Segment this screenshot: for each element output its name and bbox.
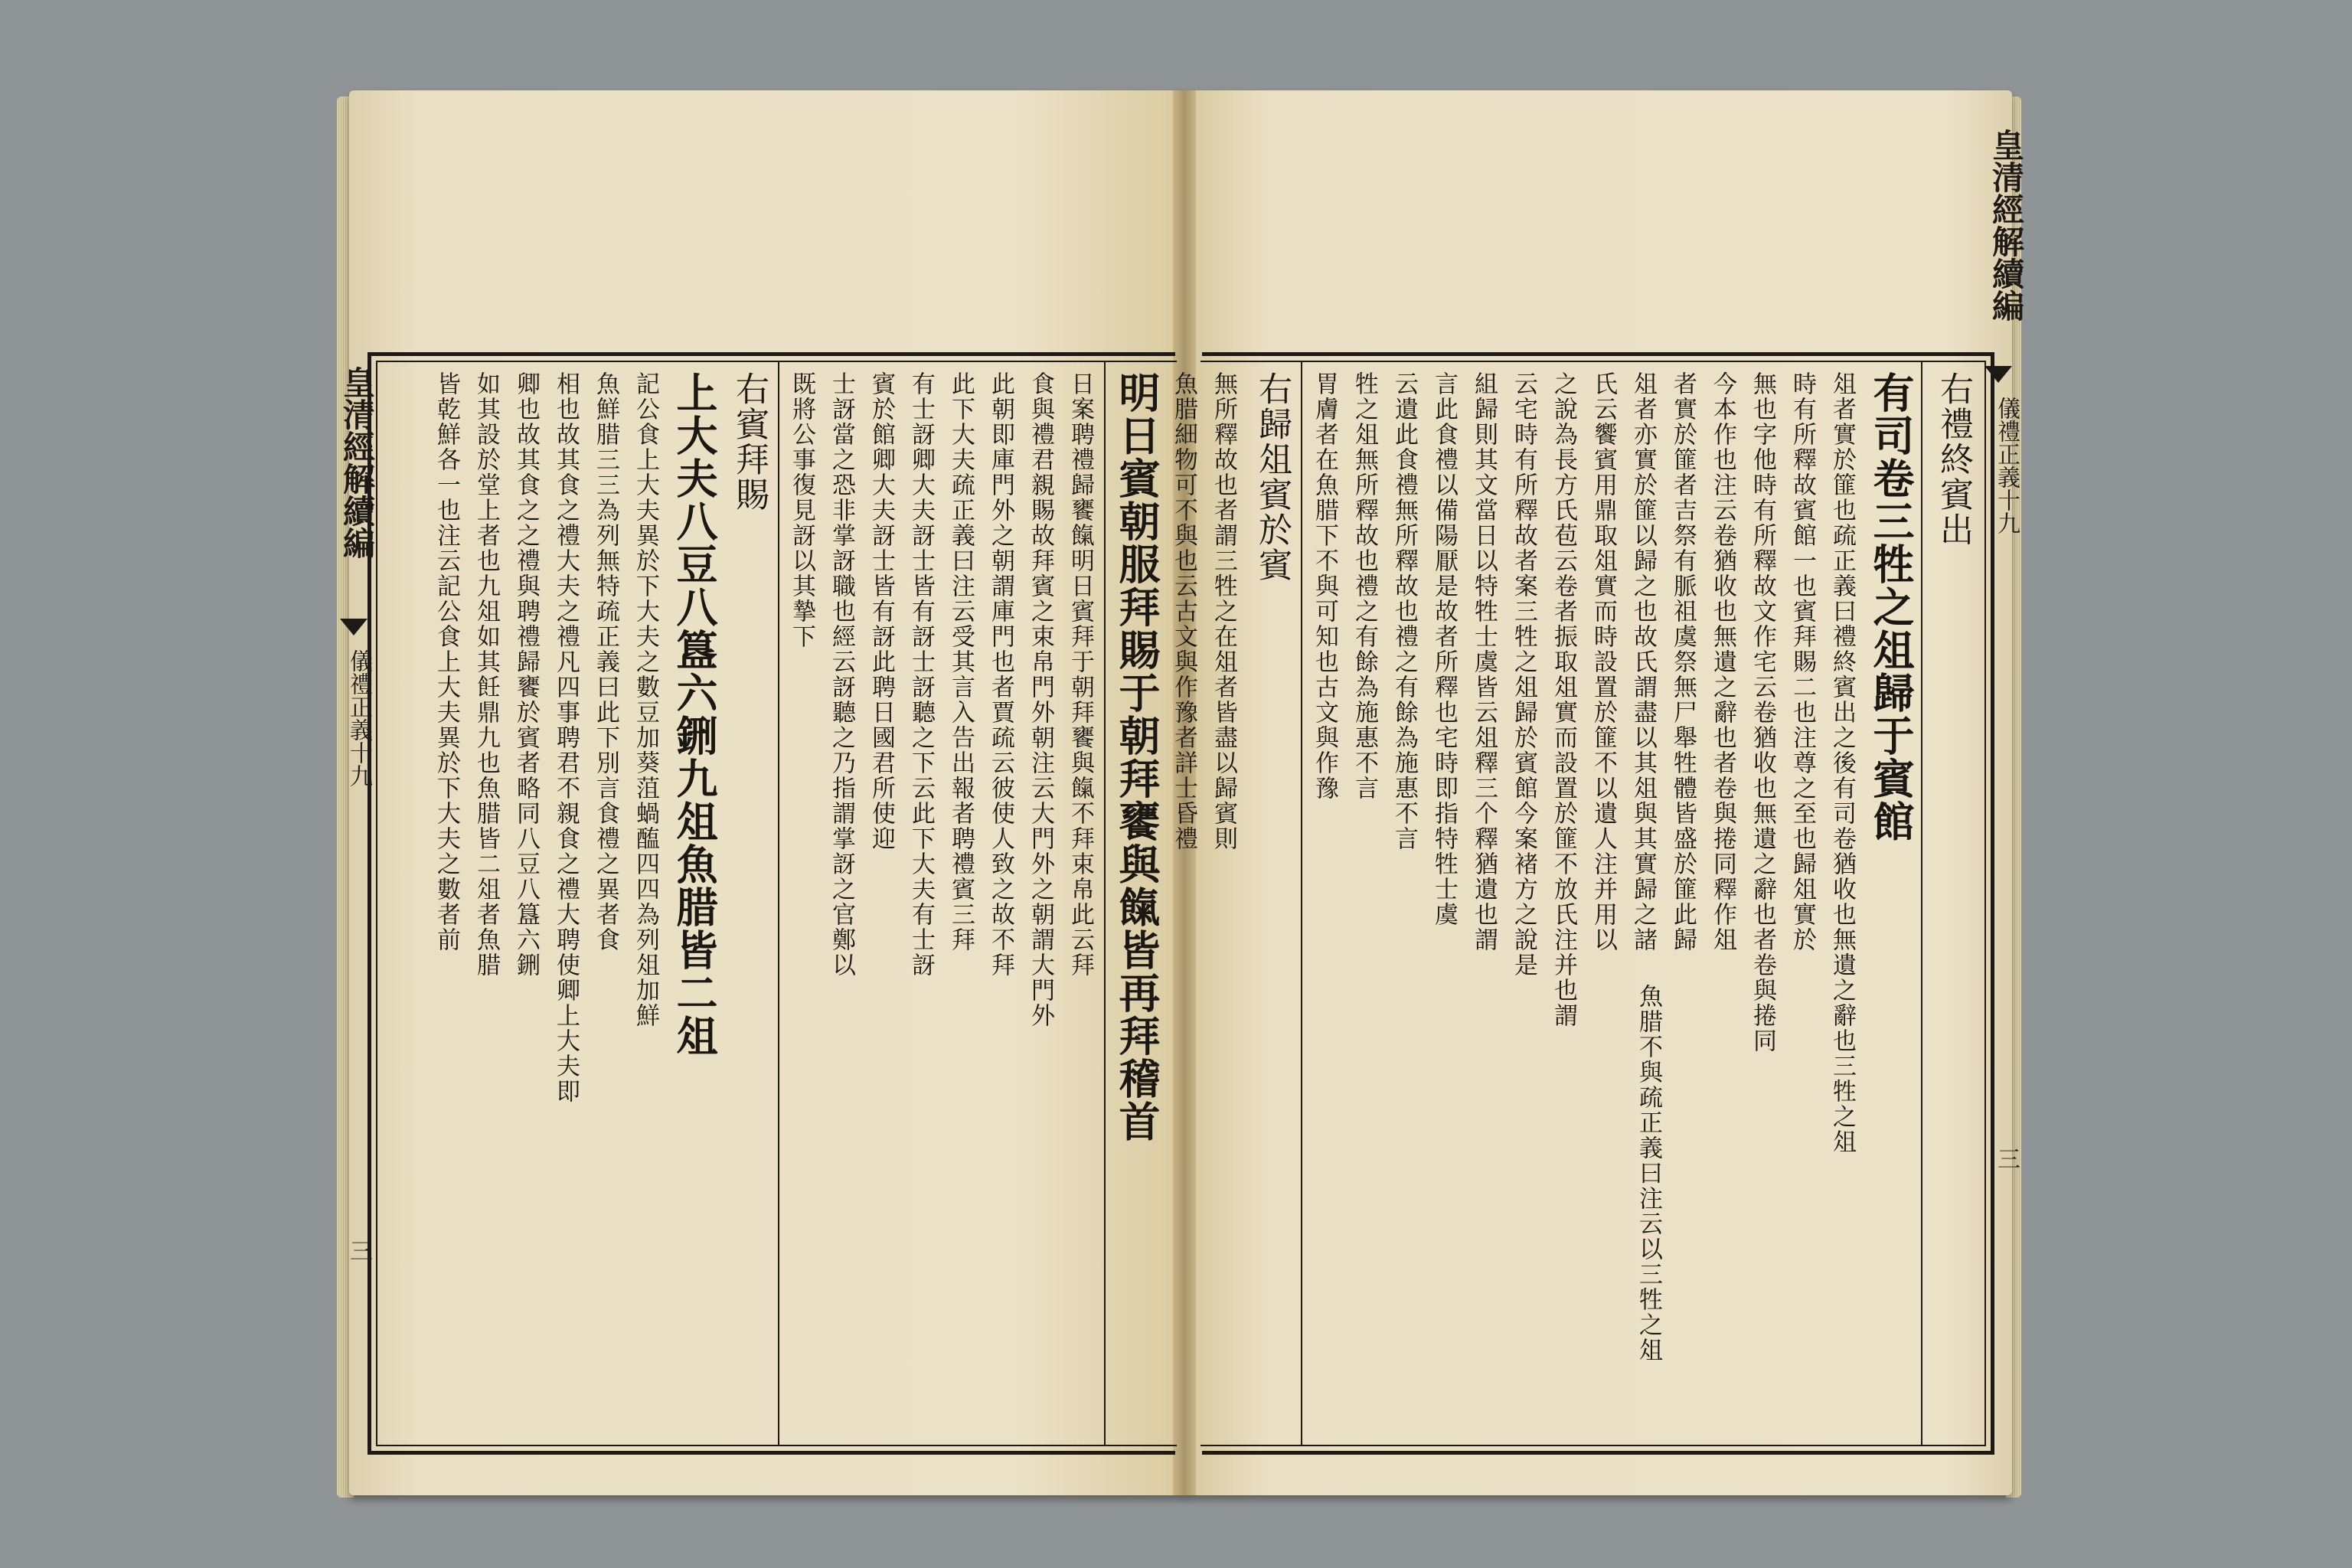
text-column: 時有所釋故賓館一也賓拜賜二也注尊之至也歸俎實於 [1788, 371, 1816, 952]
text-column: 牲之俎無所釋故也禮之有餘為施惠不言 [1351, 371, 1378, 801]
text-column: 有司卷三牲之俎歸于賓館 [1867, 371, 1916, 843]
text-column: 卿也故其食之之禮與聘禮歸饔於賓者略同八豆八簋六鉶 [512, 371, 540, 978]
text-column: 如其設於堂上者也九俎如其飪鼎九也魚腊皆二俎者魚腊 [472, 371, 500, 978]
text-column: 言此食禮以備陽厭是故者所釋也宅時即指特牲士虞 [1430, 371, 1458, 927]
text-column: 右賓拜賜 [730, 371, 769, 512]
text-column: 食與禮君親賜故拜賓之束帛門外朝注云大門外之朝謂大門外 [1027, 371, 1054, 1028]
text-column: 皆乾鮮各一也注云記公食上大夫異於下大夫之數者前 [433, 371, 460, 952]
right-margin-leaf: 三 [1993, 1147, 2020, 1170]
fish-tail-mark [340, 619, 368, 635]
text-column: 云遺此食禮無所釋故也禮之有餘為施惠不言 [1390, 371, 1418, 851]
text-column: 此下大夫疏正義曰注云受其言入告出報者聘禮賓三拜 [947, 371, 975, 952]
column-rule [778, 361, 779, 1446]
fish-tail-mark [1984, 366, 2012, 383]
text-column: 上大夫八豆八簋六鉶九俎魚腊皆二俎 [670, 371, 719, 1057]
text-column: 云宅時有所釋故者案三牲之俎歸於賓館今案褚方之說是 [1510, 371, 1537, 978]
text-column: 日案聘禮歸饔餼明日賓拜于朝拜饔與餼不拜束帛此云拜 [1067, 371, 1094, 978]
right-margin-section: 儀禮正義十九 [1993, 397, 2020, 534]
text-column: 賓於館卿大夫訝士皆有訝此聘日國君所使迎 [867, 371, 895, 851]
text-column: 今本作也注云卷猶收也無遺之辭也者卷與捲同釋作俎 [1709, 371, 1736, 952]
column-rule [1301, 361, 1302, 1446]
text-column: 相也故其食之禮大夫之禮凡四事聘君不親食之禮大聘使卿上大夫即 [552, 371, 580, 1104]
text-column: 無也字他時有所釋故文作宅云卷猶收也無遺之辭也者卷與捲同 [1749, 371, 1776, 1054]
text-column: 俎者實於篚也疏正義曰禮終賓出之後有司卷猶收也無遺之辭也三牲之俎 [1828, 371, 1856, 1155]
text-column: 胃膚者在魚腊下不與可知也古文與作豫 [1311, 371, 1338, 801]
right-margin-title: 皇清經解續編 [1988, 129, 2025, 322]
text-column: 士訝當之恐非掌訝職也經云訝聽之乃指謂掌訝之官鄭以 [828, 371, 855, 978]
left-text-frame [368, 352, 1175, 1455]
text-column: 魚腊細物可不與也云古文與作豫者詳士昏禮 [1170, 371, 1197, 851]
text-column: 既將公事復見訝以其摯下 [788, 371, 815, 649]
text-column: 者實於篚者吉祭有脈祖虞祭無尸舉牲體皆盛於篚此歸 [1669, 371, 1697, 952]
column-rule [1104, 361, 1106, 1446]
text-column: 組歸則其文當日以特牲士虞皆云俎釋三个釋猶遺也謂 [1470, 371, 1498, 952]
text-column: 俎者亦實於篚以歸之也故氏謂盡以其俎與其實歸之諸 [1629, 371, 1657, 952]
text-column-note: 魚腊不與疏正義曰注云以三牲之俎 [1635, 984, 1662, 1363]
text-column: 有士訝卿大夫訝士皆有訝士訝聽之下云此下大夫有士訝 [907, 371, 935, 978]
open-book [337, 90, 2025, 1514]
text-column: 此朝即庫門外之朝謂庫門也者賈疏云彼使人致之故不拜 [987, 371, 1014, 978]
column-rule [1921, 361, 1922, 1446]
text-column: 氏云饗賓用鼎取俎實而時設置於篚不以遺人注并用以 [1589, 371, 1617, 952]
right-text-frame [1170, 352, 1994, 1455]
left-margin-leaf: 三 [345, 1239, 372, 1262]
text-column: 之說為長方氏苞云卷者振取俎實而設置於篚不放氏注并也謂 [1550, 371, 1577, 1028]
text-column: 右禮終賓出 [1934, 371, 1973, 547]
left-margin-section: 儀禮正義十九 [345, 649, 372, 787]
text-column: 魚鮮腊三三為列無特疏正義曰此下別言食禮之異者食 [592, 371, 619, 952]
text-column: 明日賓朝服拜賜于朝拜饔與餼皆再拜稽首 [1112, 371, 1161, 1143]
text-column: 無所釋故也者謂三牲之在俎者皆盡以歸賓則 [1210, 371, 1237, 851]
text-column: 記公食上大夫異於下大夫之數豆加葵菹蝸醢四四為列俎加鮮 [632, 371, 659, 1028]
text-column: 右歸俎賓於賓 [1253, 371, 1292, 583]
left-margin-title: 皇清經解續編 [338, 366, 376, 559]
